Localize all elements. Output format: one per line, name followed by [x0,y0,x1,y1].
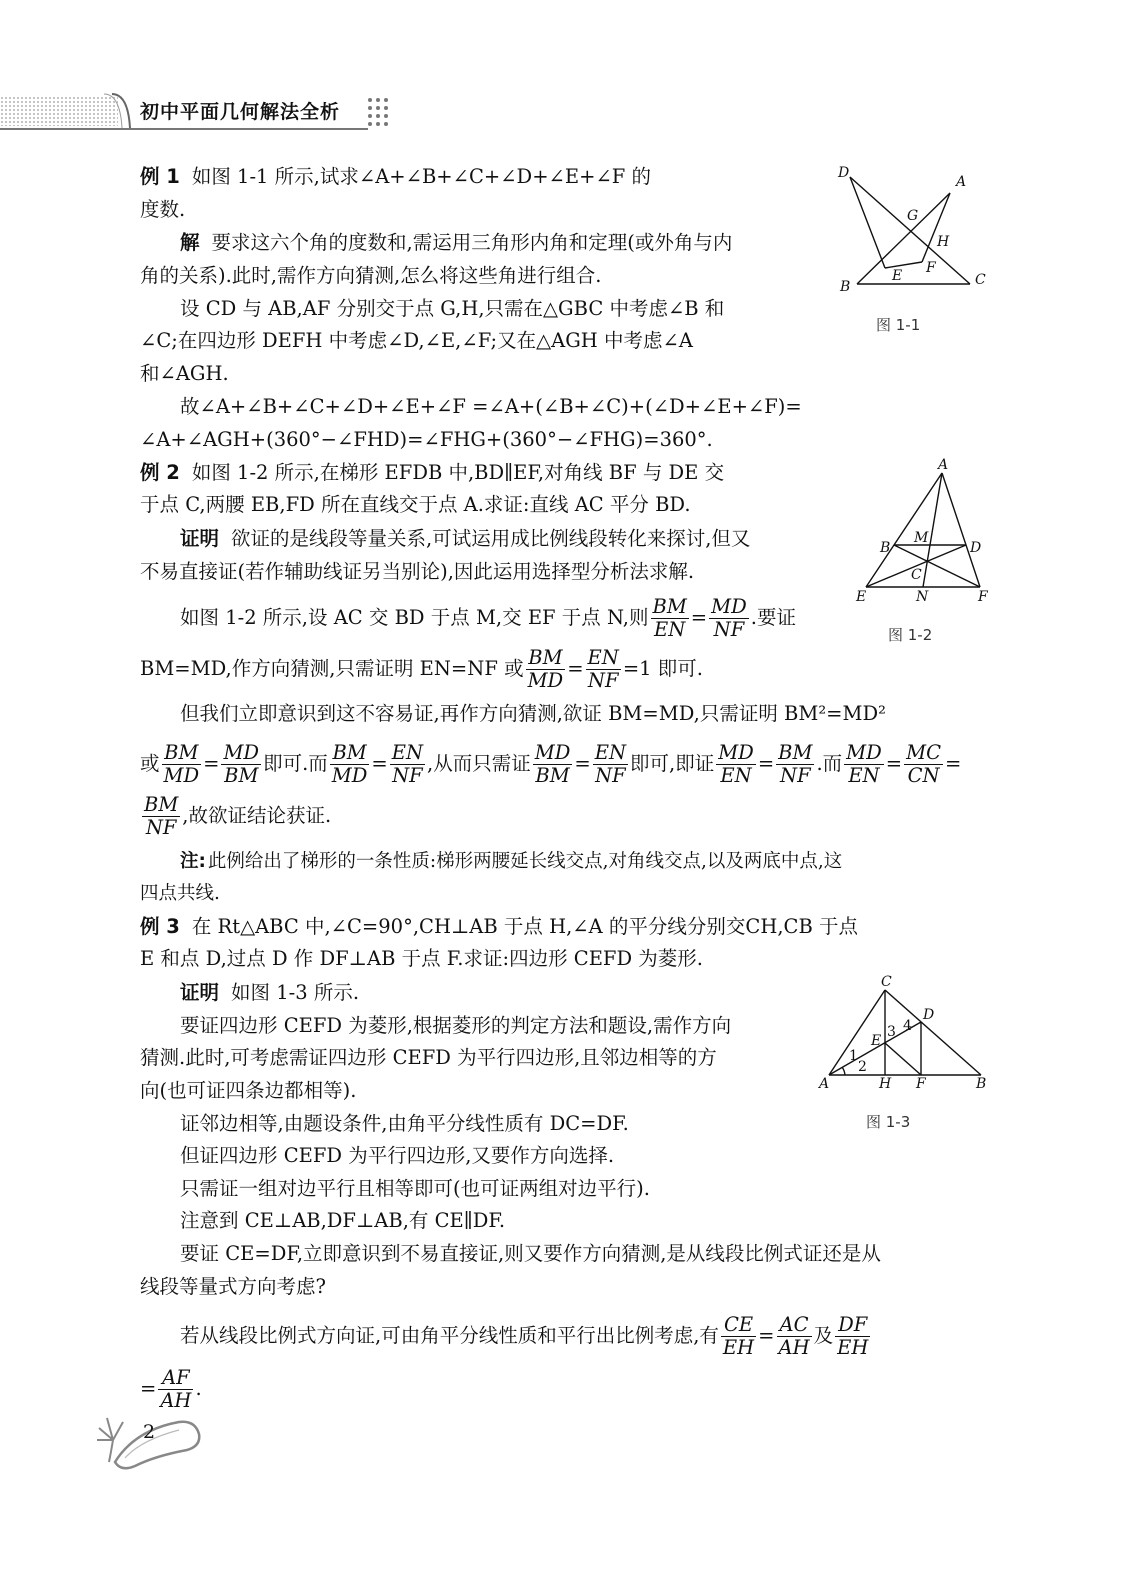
ex2-proof-line-1: 证明 欲证的是线段等量关系,可试运用成比例线段转化来探讨,但又 [180,527,751,550]
ex2-note-line-1: 注: 此例给出了梯形的一条性质:梯形两腰延长线交点,对角线交点,以及两底中点,这 [180,851,843,872]
label-C: C [881,974,892,990]
ex3-proof-line-12: = $\frac{AF}{AH}$ . [140,1366,202,1412]
ex3-proof-line-7: 只需证一组对边平行且相等即可(也可证两组对边平行). [180,1177,650,1200]
label-M: M [914,530,929,546]
label-D: D [923,1007,935,1023]
label-F: F [916,1076,926,1092]
angle-label-4: 4 [903,1018,912,1034]
ex1-solution-line-1: 解 要求这六个角的度数和,需运用三角形内角和定理(或外角与内 [180,231,733,254]
ex3-proof-line-2: 要证四边形 CEFD 为菱形,根据菱形的判定方法和题设,需作方向 [180,1014,732,1037]
label-F: F [978,589,988,605]
label-E: E [871,1033,882,1049]
ex3-proof-line-11: 若从线段比例式方向证,可由角平分线性质和平行出比例考虑,有 $\frac{CE}{EH}$ = $\frac{AC}{AH}$ 及 $\frac{DF}{EH}$ [180,1313,869,1359]
ex2-note-line-2: 四点共线. [140,883,220,904]
ex1-solution-line-2: 角的关系).此时,需作方向猜测,怎么将这些角进行组合. [140,264,602,287]
ex2-proof-line-7: $\frac{BM}{NF}$ ,故欲证结论获证. [144,793,332,839]
ex2-proof-line-6: 或 $\frac{BM}{MD}$ = $\frac{MD}{BM}$ 即可.而 $\frac{BM}{MD}$ = $\frac{EN}{NF}$ ,从而只需证 $\frac{MD}{BM}$ = $\frac{EN}{NF}$ 即可,即证 $\frac{MD}{EN}$ = $\frac{BM}{NF}$ .而 $\frac{MD}{EN}$ = $\frac{MC}{CN}$ = [140,741,962,787]
label-B: B [976,1076,987,1092]
ex1-solution-line-4: ∠C;在四边形 DEFH 中考虑∠D,∠E,∠F;又在△AGH 中考虑∠A [140,329,693,352]
ex3-proof-line-9: 要证 CE=DF,立即意识到不易直接证,则又要作方向猜测,是从线段比例式证还是从 [180,1242,881,1265]
segment-CB [885,990,981,1075]
label-B: B [840,279,851,295]
ex2-label: 例 2 [140,461,180,484]
label-D: D [838,165,850,181]
label-G: G [907,208,919,224]
proof-label: 证明 [180,527,220,550]
figure-1-3-caption: 图 1-3 [866,1113,911,1131]
ex2-proof-line-5: 但我们立即意识到这不容易证,再作方向猜测,欲证 BM=MD,只需证明 BM²=MD² [180,702,886,725]
label-C: C [975,272,986,288]
book-title: 初中平面几何解法全析 [140,101,341,123]
figure-1-2 [850,455,1000,605]
ex3-proof-line-3: 猜测.此时,可考虑需证四边形 CEFD 为平行四边形,且邻边相等的方 [140,1046,717,1069]
ex1-line-1: 例 1 如图 1-1 所示,试求∠A+∠B+∠C+∠D+∠E+∠F 的 [140,165,652,188]
ex3-proof-line-1: 证明 如图 1-3 所示. [180,981,360,1004]
figure-1-2-caption: 图 1-2 [888,626,933,644]
ex3-proof-line-4: 向(也可证四条边都相等). [140,1079,357,1102]
solution-label: 解 [180,231,200,254]
angle-label-2: 2 [858,1059,867,1075]
angle-label-3: 3 [887,1024,896,1040]
ex2-proof-line-2: 不易直接证(若作辅助线证另当别论),因此运用选择型分析法求解. [140,560,695,583]
label-B: B [880,540,891,556]
label-H: H [879,1076,892,1092]
segment-AF [942,473,980,587]
angle-label-1: 1 [849,1048,858,1064]
ex3-proof-line-5: 证邻边相等,由题设条件,由角平分线性质有 DC=DF. [180,1112,629,1135]
ex3-label: 例 3 [140,915,180,938]
segment-BF [894,545,980,587]
segment-AF [922,193,950,262]
label-E: E [892,268,903,284]
segment-EF [885,1043,921,1075]
label-D: D [970,540,982,556]
label-F: F [926,260,936,276]
note-label: 注: [180,851,206,872]
ex2-line-2: 于点 C,两腰 EB,FD 所在直线交于点 A.求证:直线 AC 平分 BD. [140,493,691,516]
ex1-solution-line-5: 和∠AGH. [140,362,229,385]
segment-DE [850,177,885,268]
ex3-line-1: 例 3 在 Rt△ABC 中,∠C=90°,CH⊥AB 于点 H,∠A 的平分线分别交CH,CB 于点 [140,915,858,938]
page-number: 2 [143,1421,156,1443]
ex3-proof-line-8: 注意到 CE⊥AB,DF⊥AB,有 CE∥DF. [180,1209,506,1232]
figure-1-3 [815,975,995,1095]
ex2-line-1: 例 2 如图 1-2 所示,在梯形 EFDB 中,BD∥EF,对角线 BF 与 DE 交 [140,461,725,484]
ex3-line-2: E 和点 D,过点 D 作 DF⊥AB 于点 F.求证:四边形 CEFD 为菱形. [140,947,703,970]
ex1-label: 例 1 [140,165,180,188]
ex3-proof-line-10: 线段等量式方向考虑? [140,1275,326,1298]
label-N: N [916,589,929,605]
label-E: E [856,589,867,605]
label-C: C [911,567,922,583]
angle-arc-A [842,1067,845,1075]
label-A: A [938,457,949,473]
segment-AE [866,473,942,587]
ex1-solution-line-3: 设 CD 与 AB,AF 分别交于点 G,H,只需在△GBC 中考虑∠B 和 [180,297,725,320]
ex1-line-2: 度数. [140,198,186,221]
proof-label: 证明 [180,981,220,1004]
label-A: A [819,1076,830,1092]
ex1-solution-line-7: ∠A+∠AGH+(360°−∠FHD)=∠FHG+(360°−∠FHG)=360°. [140,428,713,451]
label-H: H [937,234,950,250]
segment-EF [885,262,922,268]
ex2-proof-line-4: BM=MD,作方向猜测,只需证明 EN=NF 或 $\frac{BM}{MD}$ = $\frac{EN}{NF}$ =1 即可. [140,646,703,692]
segment-DC [850,177,970,284]
figure-1-1-caption: 图 1-1 [876,316,921,334]
label-A: A [956,174,967,190]
ex3-proof-line-6: 但证四边形 CEFD 为平行四边形,又要作方向选择. [180,1144,615,1167]
ex2-proof-line-3: 如图 1-2 所示,设 AC 交 BD 于点 M,交 EF 于点 N,则 $\frac{BM}{EN}$ = $\frac{MD}{NF}$ .要证 [180,595,796,641]
figure-1-1 [830,160,1005,300]
ex1-solution-line-6: 故∠A+∠B+∠C+∠D+∠E+∠F =∠A+(∠B+∠C)+(∠D+∠E+∠F)= [180,395,802,418]
